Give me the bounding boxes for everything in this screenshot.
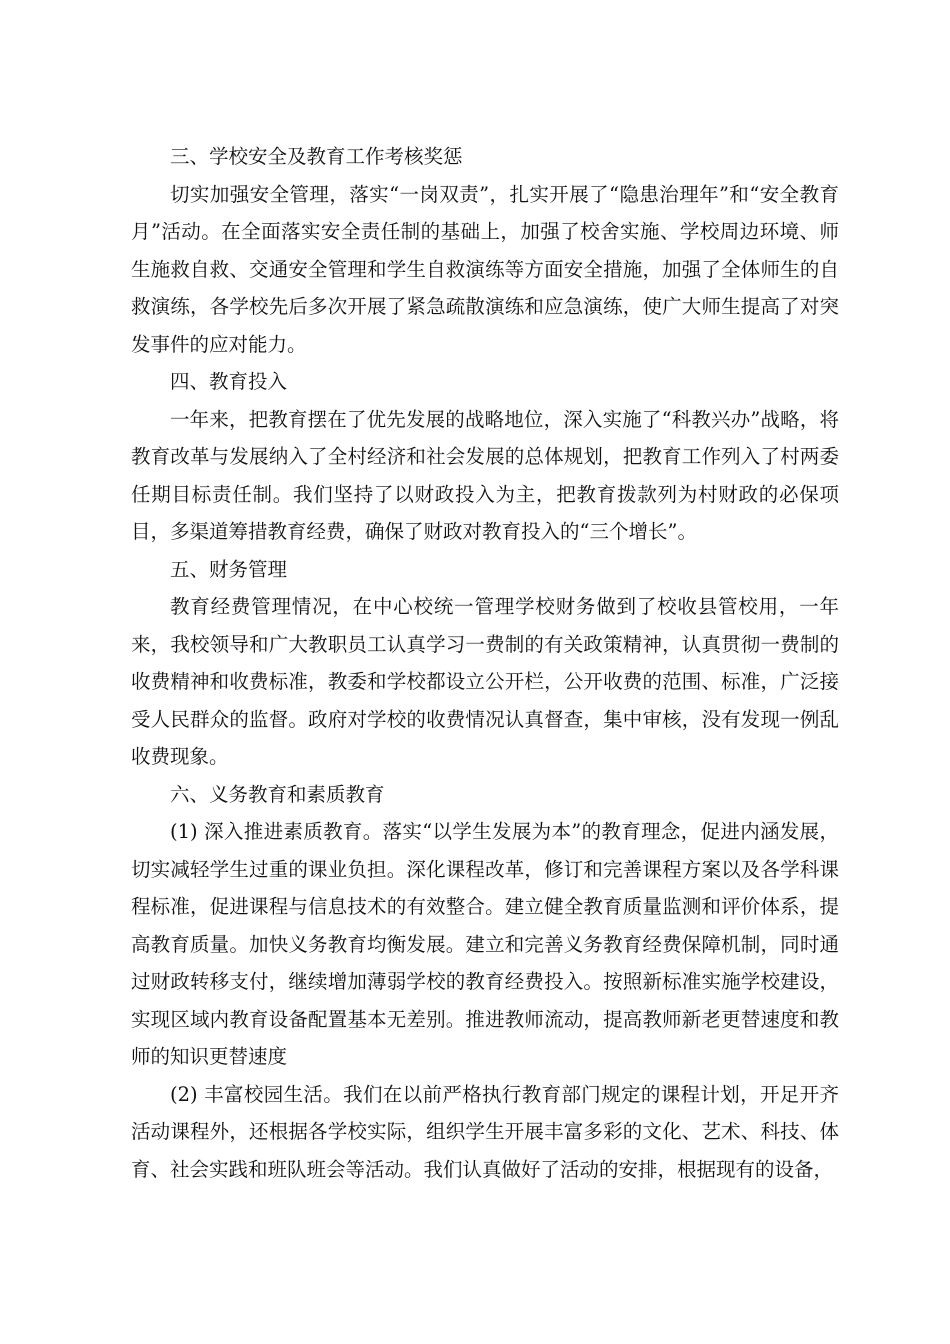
- paragraph-campus-life: (2) 丰富校园生活。我们在以前严格执行教育部门规定的课程计划，开足开齐活动课程外，还根据各学校实际，组织学生开展丰富多彩的文化、艺术、科技、体育、社会实践和班队班会等活动。我们认真做好了活动的安排，根据现有的设备，: [131, 1082, 839, 1181]
- paragraph-quality-education: (1) 深入推进素质教育。落实“以学生发展为本”的教育理念，促进内涵发展，切实减轻学生过重的课业负担。深化课程改革，修订和完善课程方案以及各学科课程标准，促进课程与信息技术的有效整合。建立健全教育质量监测和评价体系，提高教育质量。加快义务教育均衡发展。建立和完善义务教育经费保障机制，同时通过财政转移支付，继续增加薄弱学校的教育经费投入。按照新标准实施学校建设，实现区域内教育设备配置基本无差别。推进教师流动，提高教师新老更替速度和教师的知识更替速度: [131, 820, 839, 1068]
- paragraph-safety: 切实加强安全管理，落实“一岗双责”，扎实开展了“隐患治理年”和“安全教育月”活动。在全面落实安全责任制的基础上，加强了校舍实施、学校周边环境、师生施救自救、交通安全管理和学生自救演练等方面安全措施，加强了全体师生的自救演练，各学校先后多次开展了紧急疏散演练和应急演练，使广大师生提高了对突发事件的应对能力。: [131, 182, 839, 356]
- paragraph-investment: 一年来，把教育摆在了优先发展的战略地位，深入实施了“科教兴办”战略，将教育改革与发展纳入了全村经济和社会发展的总体规划，把教育工作列入了村两委任期目标责任制。我们坚持了以财政投入为主，把教育拨款列为村财政的必保项目，多渠道筹措教育经费，确保了财政对教育投入的“三个增长”。: [131, 407, 839, 543]
- section-heading-education: 六、义务教育和素质教育: [170, 782, 385, 806]
- section-heading-investment: 四、教育投入: [170, 370, 288, 393]
- document-body: [131, 138, 839, 1188]
- paragraph-finance: 教育经费管理情况，在中心校统一管理学校财务做到了校收县管校用，一年来，我校领导和广大教职员工认真学习一费制的有关政策精神，认真贯彻一费制的收费精神和收费标准，教委和学校都设立公开栏，公开收费的范围、标准，广泛接受人民群众的监督。政府对学校的收费情况认真督查，集中审核，没有发现一例乱收费现象。: [131, 595, 839, 768]
- section-heading-safety: 三、学校安全及教育工作考核奖惩: [170, 145, 463, 168]
- section-heading-finance: 五、财务管理: [170, 557, 288, 581]
